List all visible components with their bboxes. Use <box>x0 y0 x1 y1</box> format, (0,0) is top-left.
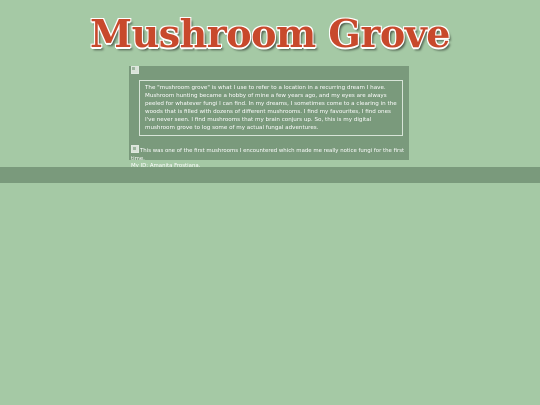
broken-image-icon <box>131 145 139 153</box>
footer-bar <box>0 167 540 183</box>
broken-image-fold <box>132 67 135 70</box>
broken-image-icon <box>131 66 139 74</box>
intro-text-box: The "mushroom grove" is what I use to refer to a location in a recurring dream I have. Mushroom hunting became a hobby of mine a few years ago, and my eyes are always peeled for whatever fungi I can find. In my dreams, I sometimes come to a clearing in the woods that is filled with dozens of different mushrooms. I find my favourites, I find ones I've never seen. I find mushrooms that my brain conjurs up. So, this is my digital mushroom grove to log some of my actual fungal adventures. <box>139 80 403 136</box>
site-title: Mushroom Grove <box>90 11 450 56</box>
featured-caption: This was one of the first mushrooms I encountered which made me really notice fungi for the first time. <box>131 148 405 162</box>
